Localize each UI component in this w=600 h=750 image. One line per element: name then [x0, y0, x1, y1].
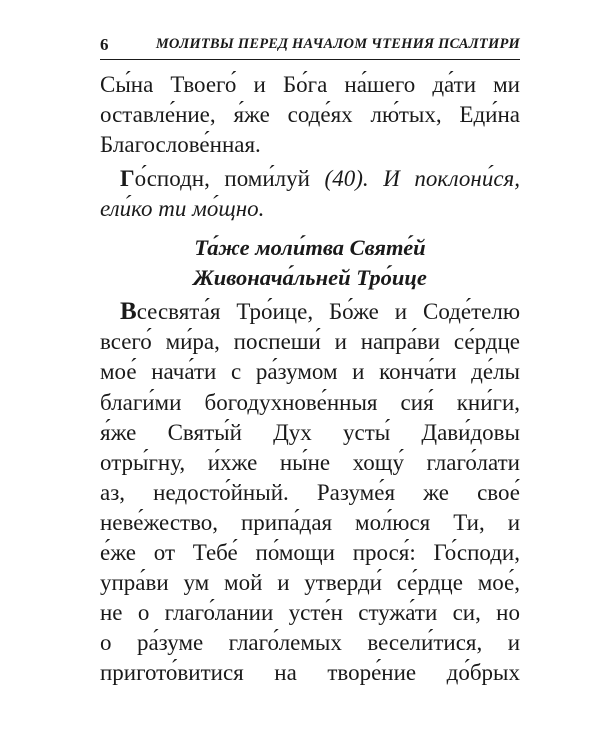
rubric-text: о́сподн, поми́луй	[134, 166, 310, 191]
book-page	[100, 0, 520, 750]
prayer-line: упра́ви ум мой и утверди́ се́рдце мое́,	[100, 570, 520, 595]
text-line: Сы́на Твоего́ и Бо́га на́шего да́ти ми	[100, 72, 520, 97]
rubric-line-2: ели́ко ти мо́щно.	[100, 196, 265, 221]
page-header	[100, 33, 520, 60]
prayer-line: неве́жество, припа́дая мол́юся Ти, и	[100, 510, 520, 535]
text-line: оставле́ние, я́же соде́ях лю́тых, Еди́на	[100, 102, 520, 127]
prayer-line: не о глаго́лании усте́н стужа́ти си, но	[100, 600, 520, 625]
prayer-line: благи́ми богодухнове́нныя сия́ кни́ги,	[100, 390, 520, 415]
prayer-line: мое́ нача́ти с ра́зумом и конча́ти де́лы	[100, 359, 520, 384]
rubric-initial: Г	[120, 166, 135, 191]
text-line: Благослове́нная.	[100, 132, 261, 157]
prayer-first-line	[120, 297, 520, 327]
rubric-line	[120, 164, 520, 194]
prayer-line: е́же от Тебе́ по́мощи прося́: Го́споди,	[100, 540, 520, 565]
running-title: МОЛИТВЫ ПЕРЕД НАЧАЛОМ ЧТЕНИЯ ПСАЛТИРИ	[155, 36, 520, 52]
prayer-line: пригото́витися на творе́ние до́брых	[100, 660, 520, 685]
drop-initial: В	[120, 298, 137, 325]
rubric-italic: (40). И поклони́ся,	[324, 166, 520, 191]
page-number: 6	[100, 35, 109, 54]
prayer-line: отры́гну, и́хже ны́не хощу́ глаго́лати	[100, 450, 520, 475]
prayer-line: я́же Святы́й Дух усты́ Дави́довы	[100, 420, 520, 445]
prayer-line: о ра́зуме глаго́лемых весели́тися, и	[100, 630, 520, 655]
section-heading-line-1: Та́же моли́тва Святе́й	[194, 235, 426, 260]
prayer-first-line-text: сесвята́я Тро́ице, Бо́же и Соде́телю	[136, 299, 520, 324]
section-heading-line-2: Живонача́льней Тро́ице	[193, 265, 427, 290]
prayer-line: всего́ ми́ра, поспеши́ и напра́ви се́рдце	[100, 329, 520, 354]
prayer-line: аз, недосто́йный. Разуме́я же свое́	[100, 480, 520, 505]
